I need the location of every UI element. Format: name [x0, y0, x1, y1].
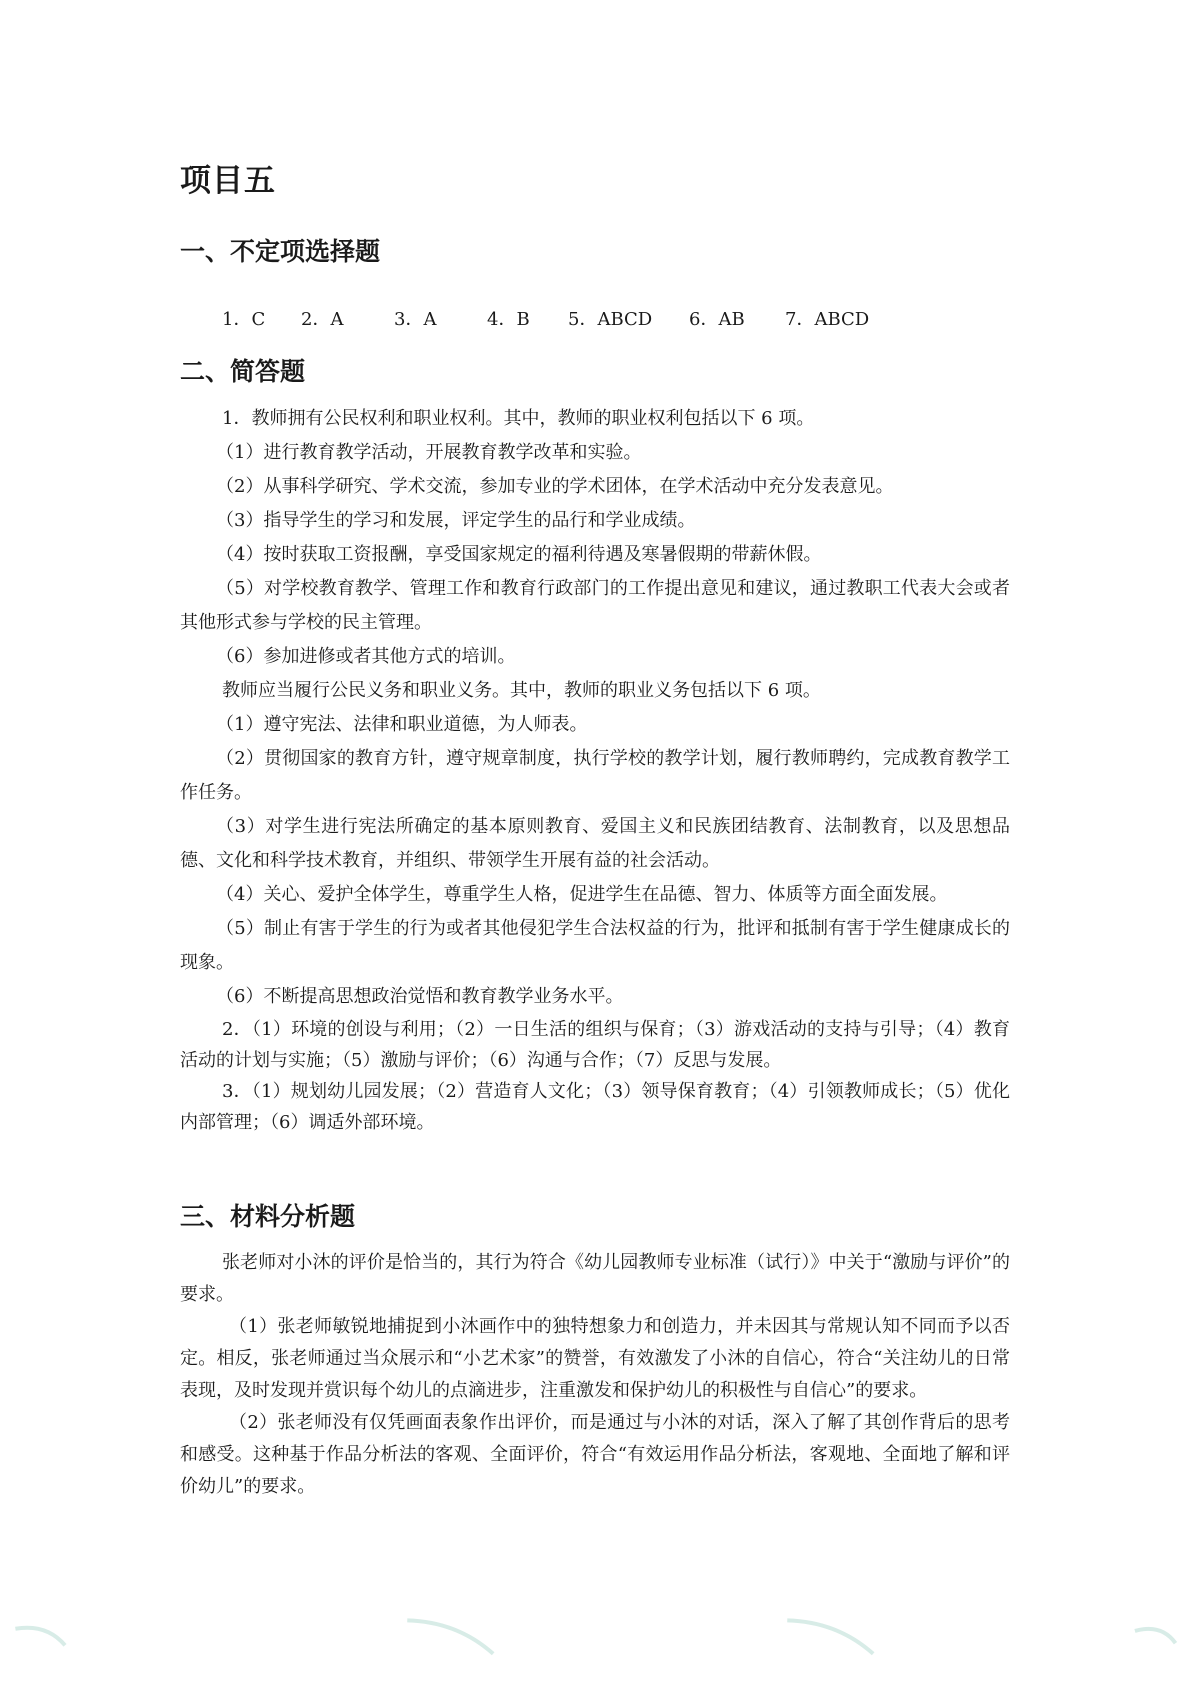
watermark-logo	[1125, 1611, 1185, 1664]
paragraph: （4）关心、爱护全体学生，尊重学生人格，促进学生在品德、智力、体质等方面全面发展。	[216, 884, 948, 905]
paragraph: （4）按时获取工资报酬，享受国家规定的福利待遇及寒暑假期的带薪休假。	[216, 544, 822, 565]
paragraph: （3）指导学生的学习和发展，评定学生的品行和学业成绩。	[216, 510, 696, 531]
answer-item: 3．A	[394, 309, 437, 330]
paragraph: （5）对学校教育教学、管理工作和教育行政部门的工作提出意见和建议，通过教职工代表大会或者其他形式参与学校的民主管理。	[180, 578, 1010, 633]
paragraph: （1）进行教育教学活动，开展教育教学改革和实验。	[216, 442, 642, 463]
short-answer-body	[180, 402, 1010, 1138]
watermark-logo	[397, 1601, 502, 1675]
paragraph: （2）张老师没有仅凭画面表象作出评价，而是通过与小沐的对话，深入了解了其创作背后的思考和感受。这种基于作品分析法的客观、全面评价，符合“有效运用作品分析法，客观地、全面地了解和评价幼儿”的要求。	[180, 1412, 1010, 1497]
paragraph: （6）不断提高思想政治觉悟和教育教学业务水平。	[216, 986, 624, 1007]
paragraph: 张老师对小沐的评价是恰当的，其行为符合《幼儿园教师专业标准（试行）》中关于“激励与评价”的要求。	[180, 1252, 1010, 1305]
page-title: 项目五	[180, 163, 276, 199]
paragraph: （1）张老师敏锐地捕捉到小沐画作中的独特想象力和创造力，并未因其与常规认知不同而予以否定。相反，张老师通过当众展示和“小艺术家”的赞誉，有效激发了小沐的自信心，符合“关注幼儿的日常表现，及时发现并赏识每个幼儿的点滴进步，注重激发和保护幼儿的积极性与自信心”的要求。	[180, 1316, 1010, 1401]
watermark-swoosh-icon	[779, 1601, 882, 1670]
section-heading-short-answer: 二、简答题	[180, 357, 306, 386]
watermark-logo	[5, 1609, 74, 1666]
answer-item: 1．C	[222, 309, 266, 330]
answer-item: 5．ABCD	[568, 309, 653, 330]
answer-item: 4．B	[487, 309, 530, 330]
watermark-swoosh-icon	[8, 1609, 75, 1662]
paragraph: （2）从事科学研究、学术交流，参加专业的学术团体，在学术活动中充分发表意见。	[216, 476, 894, 497]
paragraph: （6）参加进修或者其他方式的培训。	[216, 646, 516, 667]
paragraph: 2．（1）环境的创设与利用；（2）一日生活的组织与保育；（3）游戏活动的支持与引导；（4）教育活动的计划与实施；（5）激励与评价；（6）沟通与合作；（7）反思与发展。	[180, 1019, 1010, 1071]
paragraph: 教师应当履行公民义务和职业义务。其中，教师的职业义务包括以下 6 项。	[222, 680, 821, 701]
watermark-swoosh-icon	[1127, 1611, 1185, 1659]
paragraph: （2）贯彻国家的教育方针，遵守规章制度，执行学校的教学计划，履行教师聘约，完成教育教学工作任务。	[180, 748, 1010, 803]
watermark-swoosh-icon	[399, 1601, 502, 1670]
paragraph: （1）遵守宪法、法律和职业道德，为人师表。	[216, 714, 588, 735]
watermark-logo	[777, 1601, 882, 1675]
answer-item: 2．A	[301, 309, 344, 330]
paragraph: 1．教师拥有公民权利和职业权利。其中，教师的职业权利包括以下 6 项。	[222, 408, 815, 429]
answer-list	[222, 305, 869, 331]
section-heading-choice: 一、不定项选择题	[180, 237, 381, 266]
paragraph: （3）对学生进行宪法所确定的基本原则教育、爱国主义和民族团结教育、法制教育，以及思想品德、文化和科学技术教育，并组织、带领学生开展有益的社会活动。	[180, 816, 1010, 871]
answer-item: 6．AB	[689, 309, 745, 330]
paragraph: （5）制止有害于学生的行为或者其他侵犯学生合法权益的行为，批评和抵制有害于学生健康成长的现象。	[180, 918, 1010, 973]
answer-item: 7．ABCD	[785, 309, 870, 330]
material-analysis-body	[180, 1247, 1010, 1503]
section-heading-material-analysis: 三、材料分析题	[180, 1202, 356, 1231]
paragraph: 3．（1）规划幼儿园发展；（2）营造育人文化；（3）领导保育教育；（4）引领教师成长；（5）优化内部管理；（6）调适外部环境。	[180, 1081, 1010, 1133]
